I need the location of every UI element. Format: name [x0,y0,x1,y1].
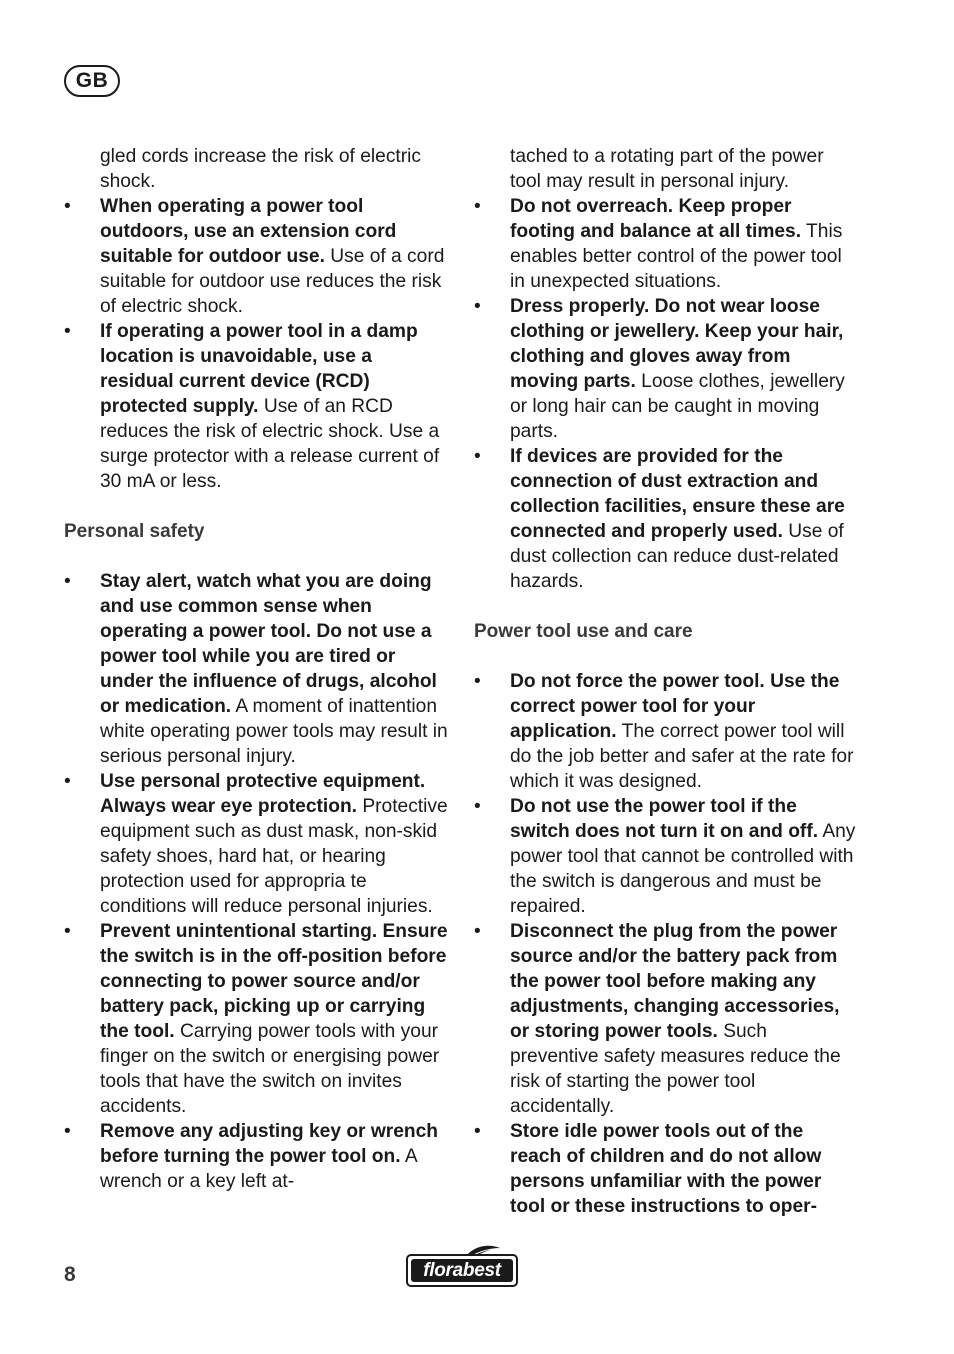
item-text: The correct power tool will do the job better and safer at the rate for which it was designed. [510,721,854,792]
list-item [474,1119,859,1219]
item-text: Protective equipment such as dust mask, non-skid safety shoes, hard hat, or hearing protection used for appropria te conditions will reduce personal injuries. [100,796,448,917]
brand-logo [406,1244,520,1290]
list-item [474,669,859,794]
item-bold-text: Do not overreach. Keep proper footing and balance at all times. [510,196,802,242]
list-item [64,569,449,769]
bullet: • [474,921,481,942]
list-item [474,444,859,594]
item-text: A wrench or a key left at- [100,1146,417,1192]
list-item [64,1119,449,1194]
bullet: • [64,1121,71,1142]
item-bold-text: If devices are provided for the connection of dust extraction and collection facilities, ensure these are connected and properly used. [510,446,845,542]
continued-text: gled cords increase the risk of electric shock. [100,146,421,192]
item-bold-text: Store idle power tools out of the reach of children and do not allow persons unfamiliar with the power tool or these instructions to oper- [510,1121,822,1217]
item-bold-text: Dress properly. Do not wear loose clothing or jewellery. Keep your hair, clothing and gloves away from moving parts. [510,296,844,392]
item-text: Use of dust collection can reduce dust-related hazards. [510,521,844,592]
bullet: • [64,196,71,217]
item-text: Loose clothes, jewellery or long hair can be caught in moving parts. [510,371,845,442]
bullet: • [64,771,71,792]
bullet: • [64,321,71,342]
item-bold-text: Disconnect the plug from the power source and/or the battery pack from the power tool before making any adjustments, changing accessories, or storing power tools. [510,921,840,1042]
list-item [64,769,449,919]
item-bold-text: Remove any adjusting key or wrench before turning the power tool on. [100,1121,439,1167]
item-text: Any power tool that cannot be controlled with the switch is dangerous and must be repaired. [510,821,856,917]
logo-wordmark: florabest [411,1259,513,1282]
item-text: Such preventive safety measures reduce the risk of starting the power tool accidentally. [510,1021,841,1117]
list-item [64,194,449,319]
bullet: • [474,296,481,317]
bullet: • [64,921,71,942]
bullet: • [474,671,481,692]
item-bold-text: Do not force the power tool. Use the correct power tool for your application. [510,671,840,742]
section-heading-power-tool-use: Power tool use and care [474,621,693,642]
item-text: Use of an RCD reduces the risk of electric shock. Use a surge protector with a release current of 30 mA or less. [100,396,440,492]
bullet: • [474,796,481,817]
list-item [474,194,859,294]
list-item [474,294,859,444]
bullet: • [64,571,71,592]
item-text: A moment of inattention white operating power tools may result in serious personal injury. [100,696,448,767]
bullet: • [474,1121,481,1142]
list-item [474,794,859,919]
item-bold-text: Use personal protective equipment. Always wear eye protection. [100,771,426,817]
logo-frame [406,1254,518,1287]
list-item [64,319,449,494]
bullet: • [474,446,481,467]
item-bold-text: Prevent unintentional starting. Ensure the switch is in the off-position before connecting to power source and/or battery pack, picking up or carrying the tool. [100,921,448,1042]
page-number: 8 [64,1263,76,1286]
item-bold-text: Stay alert, watch what you are doing and use common sense when operating a power tool. Do not use a power tool while you are tired or under the influence of drugs, alcohol or medication. [100,571,437,717]
item-bold-text: If operating a power tool in a damp location is unavoidable, use a residual current device (RCD) protected supply. [100,321,418,417]
item-text: This enables better control of the power tool in unexpected situations. [510,221,843,292]
bullet: • [474,196,481,217]
item-bold-text: When operating a power tool outdoors, use an extension cord suitable for outdoor use. [100,196,397,267]
right-column [474,144,859,1219]
item-bold-text: Do not use the power tool if the switch does not turn it on and off. [510,796,819,842]
section-heading-personal-safety: Personal safety [64,521,205,542]
list-item [474,919,859,1119]
item-text: Use of a cord suitable for outdoor use reduces the risk of electric shock. [100,246,445,317]
language-badge: GB [64,65,120,97]
list-item [64,919,449,1119]
left-column [64,144,449,1194]
continued-text: tached to a rotating part of the power tool may result in personal injury. [510,146,824,192]
item-text: Carrying power tools with your finger on the switch or energising power tools that have the switch on invites accidents. [100,1021,440,1117]
